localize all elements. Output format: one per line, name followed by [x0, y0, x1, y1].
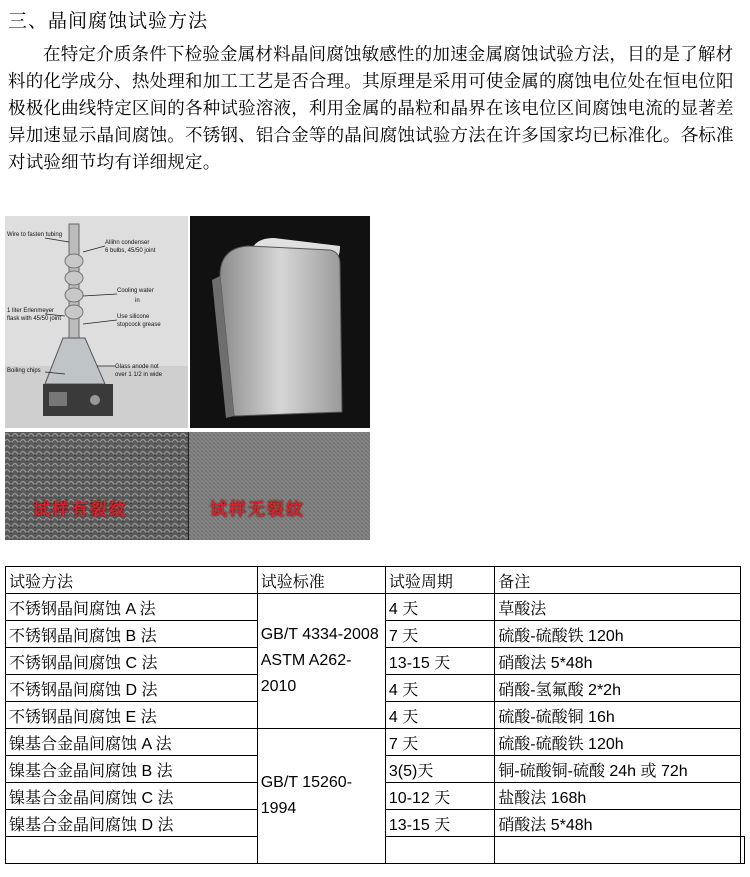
- crack-comparison-photo: [5, 432, 370, 540]
- cell-period: 13-15 天: [385, 648, 494, 675]
- cell-method: 镍基合金晶间腐蚀 B 法: [6, 756, 258, 783]
- cell-method: 镍基合金晶间腐蚀 C 法: [6, 783, 258, 810]
- cell-empty: [385, 837, 494, 864]
- cell-note: 硫酸-硫酸铁 120h: [495, 621, 741, 648]
- label-chips: Boiling chips: [7, 368, 41, 374]
- header-method: 试验方法: [6, 567, 258, 594]
- cell-period: 13-15 天: [385, 810, 494, 837]
- cell-standard-nickel: GB/T 15260-1994: [257, 729, 385, 864]
- cell-note: 盐酸法 168h: [495, 783, 741, 810]
- cell-note: 硫酸-硫酸铁 120h: [495, 729, 741, 756]
- label-flask-joint: flask with 45/50 joint: [7, 316, 62, 322]
- cell-period: 4 天: [385, 675, 494, 702]
- label-tubing: Wire to fasten tubing: [7, 232, 63, 238]
- cell-period: 4 天: [385, 702, 494, 729]
- cell-period: 7 天: [385, 621, 494, 648]
- label-in: in: [135, 298, 140, 304]
- cell-method: 不锈钢晶间腐蚀 D 法: [6, 675, 258, 702]
- cell-period: 3(5)天: [385, 756, 494, 783]
- cell-period: 7 天: [385, 729, 494, 756]
- cell-note: 硝酸-氢氟酸 2*2h: [495, 675, 741, 702]
- cracked-label: 试样有裂纹: [33, 500, 128, 520]
- label-grease: Use silicone: [117, 314, 150, 320]
- texture-drawing: [5, 432, 370, 540]
- table-row: [6, 594, 745, 621]
- cell-note: 铜-硫酸铜-硫酸 24h 或 72h: [495, 756, 741, 783]
- cell-method: 镍基合金晶间腐蚀 A 法: [6, 729, 258, 756]
- cell-empty: [495, 837, 741, 864]
- cell-standard-stainless: GB/T 4334-2008 ASTM A262-2010: [257, 594, 385, 729]
- label-cooling: Cooling water: [117, 288, 154, 294]
- cell-method: 不锈钢晶间腐蚀 C 法: [6, 648, 258, 675]
- cell-note: 硝酸法 5*48h: [495, 648, 741, 675]
- table-row: [6, 729, 745, 756]
- header-period: 试验周期: [385, 567, 494, 594]
- label-anode-2: over 1 1/2 in wide: [115, 372, 163, 378]
- uncracked-label: 试样无裂纹: [210, 500, 305, 520]
- specimen-photo: [190, 216, 370, 428]
- label-condenser: Allihn condenser: [105, 240, 150, 246]
- intro-paragraph: 在特定介质条件下检验金属材料晶间腐蚀敏感性的加速金属腐蚀试验方法，目的是了解材料的化学成分、热处理和加工工艺是否合理。其原理是采用可使金属的腐蚀电位处在恒电位阳极极化曲线特定区间的各种试验溶液，利用金属的晶粒和晶界在该电位区间腐蚀电流的显著差异加速显示晶间腐蚀。不锈钢、铝合金等的晶间腐蚀试验方法在许多国家均已标准化。各标准对试验细节均有详细规定。: [8, 45, 734, 173]
- apparatus-photo: [5, 216, 188, 428]
- cell-note: 硝酸法 5*48h: [495, 810, 741, 837]
- cell-note: 硫酸-硫酸铜 16h: [495, 702, 741, 729]
- cell-empty: [741, 837, 745, 864]
- section-heading: 三、晶间腐蚀试验方法: [8, 10, 209, 32]
- label-grease-2: stopcock grease: [117, 322, 161, 328]
- cell-period: 4 天: [385, 594, 494, 621]
- cell-note: 草酸法: [495, 594, 741, 621]
- header-standard: 试验标准: [257, 567, 385, 594]
- u-bend-specimen-drawing: [190, 216, 370, 428]
- apparatus-drawing: [5, 216, 188, 428]
- label-flask: 1 liter Erlenmeyer: [7, 308, 55, 314]
- test-methods-table: [5, 566, 745, 864]
- header-note: 备注: [495, 567, 741, 594]
- cell-method: 不锈钢晶间腐蚀 E 法: [6, 702, 258, 729]
- cell-empty: [6, 837, 258, 864]
- label-anode: Glass anode not: [115, 364, 159, 370]
- cell-method: 不锈钢晶间腐蚀 B 法: [6, 621, 258, 648]
- cell-method: 不锈钢晶间腐蚀 A 法: [6, 594, 258, 621]
- cell-method: 镍基合金晶间腐蚀 D 法: [6, 810, 258, 837]
- cell-period: 10-12 天: [385, 783, 494, 810]
- label-bulbs: 6 bulbs, 45/50 joint: [105, 248, 156, 254]
- table-header-row: [6, 567, 745, 594]
